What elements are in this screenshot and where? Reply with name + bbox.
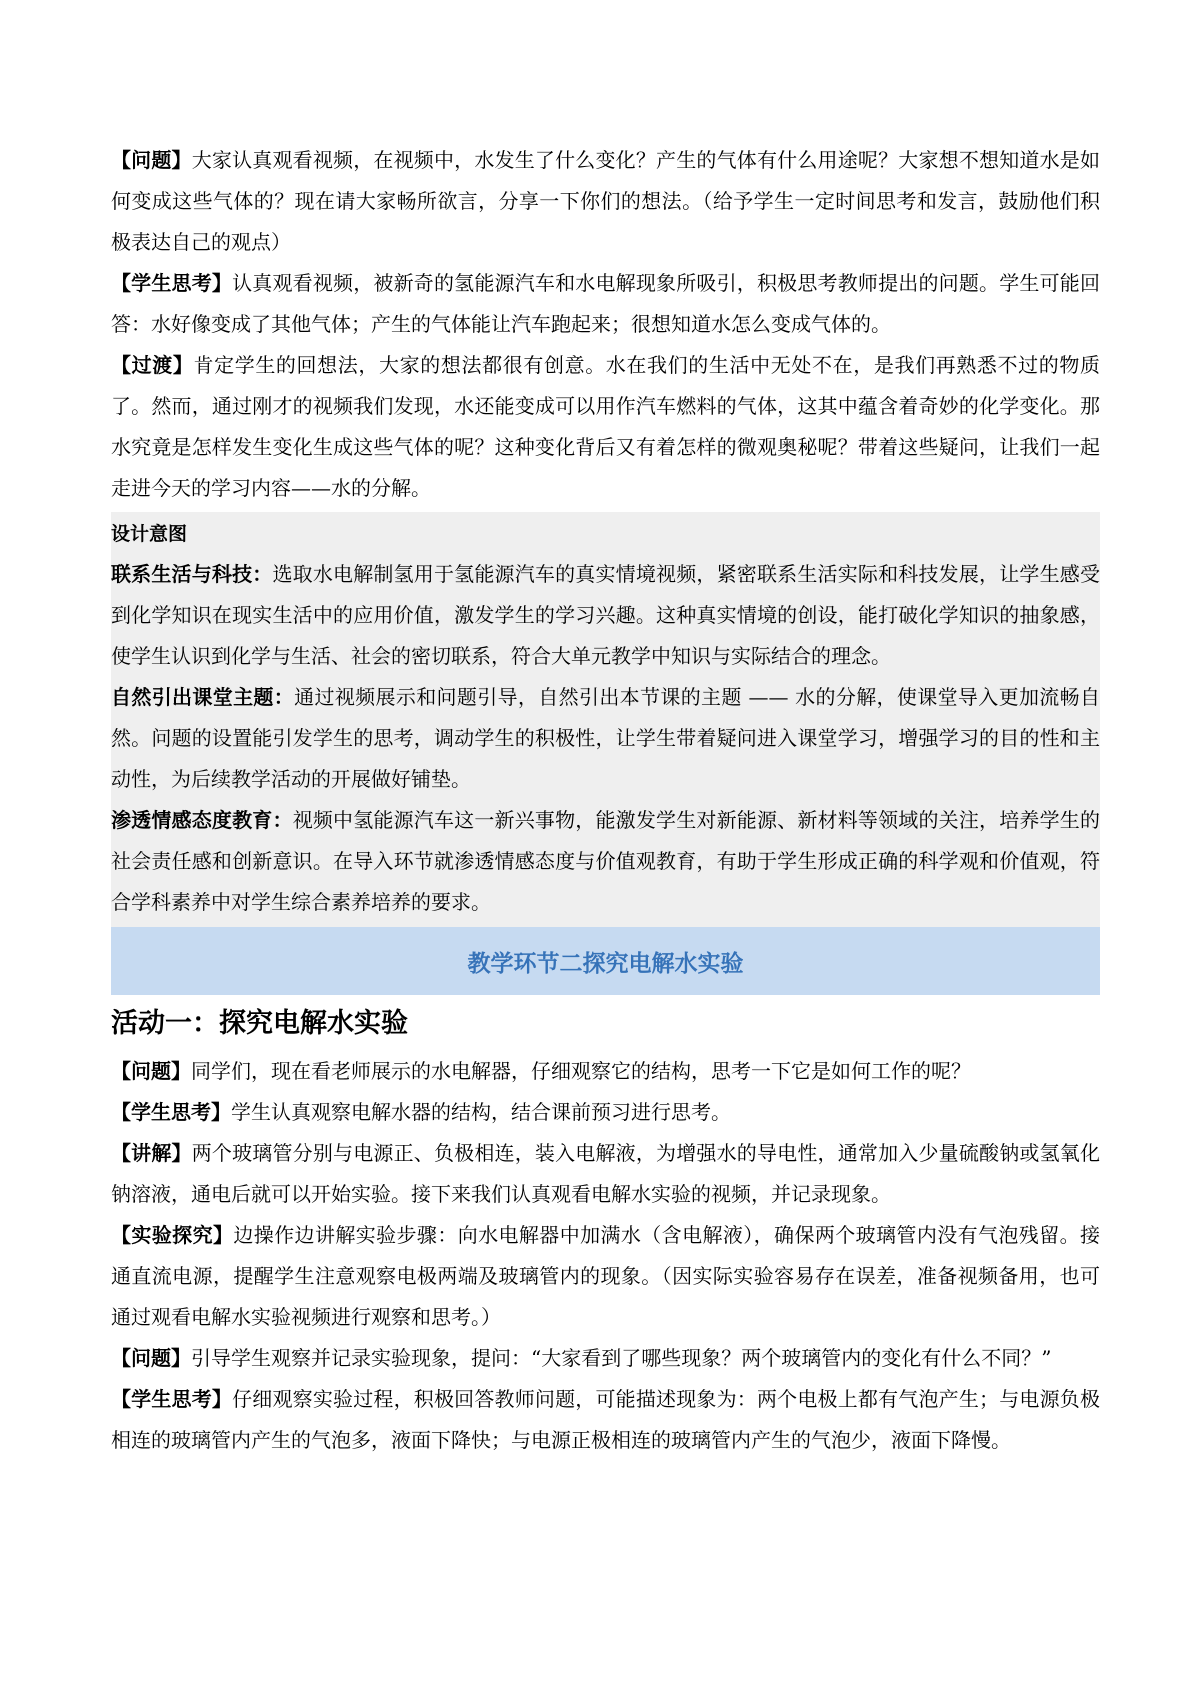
- transition-paragraph: [111, 345, 1100, 509]
- paragraph-tag: 【问题】: [111, 1346, 191, 1370]
- question-paragraph: [111, 1051, 1100, 1092]
- paragraph-tag: 【问题】: [111, 148, 192, 172]
- question-paragraph: [111, 140, 1100, 263]
- design-intent-box: [111, 512, 1100, 927]
- design-item-keyword: 渗透情感态度教育：: [111, 808, 293, 832]
- section-banner-title: 教学环节二探究电解水实验: [467, 950, 744, 977]
- design-item-keyword: 自然引出课堂主题：: [111, 685, 295, 709]
- paragraph-tag: 【学生思考】: [111, 1100, 231, 1124]
- design-item: [111, 677, 1100, 800]
- paragraph-tag: 【过渡】: [111, 353, 194, 377]
- paragraph-tag: 【讲解】: [111, 1141, 192, 1165]
- paragraph-text: 两个玻璃管分别与电源正、负极相连，装入电解液，为增强水的导电性，通常加入少量硫酸钠或氢氧化钠溶液，通电后就可以开始实验。接下来我们认真观看电解水实验的视频，并记录现象。: [111, 1141, 1100, 1206]
- design-item-text: 选取水电解制氢用于氢能源汽车的真实情境视频，紧密联系生活实际和科技发展，让学生感受到化学知识在现实生活中的应用价值，激发学生的学习兴趣。这种真实情境的创设，能打破化学知识的抽象感，使学生认识到化学与生活、社会的密切联系，符合大单元教学中知识与实际结合的理念。: [111, 562, 1100, 668]
- design-intent-title: 设计意图: [111, 523, 188, 545]
- design-item-keyword: 联系生活与科技：: [111, 562, 273, 586]
- page-content: [111, 140, 1100, 1461]
- paragraph-tag: 【学生思考】: [111, 271, 233, 295]
- paragraph-text: 认真观看视频，被新奇的氢能源汽车和水电解现象所吸引，积极思考教师提出的问题。学生可能回答：水好像变成了其他气体；产生的气体能让汽车跑起来；很想知道水怎么变成气体的。: [111, 271, 1100, 336]
- paragraph-tag: 【实验探究】: [111, 1223, 234, 1247]
- design-item: [111, 800, 1100, 923]
- design-item-text: 通过视频展示和问题引导，自然引出本节课的主题 —— 水的分解，使课堂导入更加流畅自然。问题的设置能引发学生的思考，调动学生的积极性，让学生带着疑问进入课堂学习，增强学习的目的性和主动性，为后续教学活动的开展做好铺垫。: [111, 685, 1101, 791]
- paragraph-text: 仔细观察实验过程，积极回答教师问题，可能描述现象为：两个电极上都有气泡产生；与电源负极相连的玻璃管内产生的气泡多，液面下降快；与电源正极相连的玻璃管内产生的气泡少，液面下降慢。: [111, 1387, 1100, 1452]
- student-thinking-paragraph: [111, 1092, 1100, 1133]
- paragraph-text: 肯定学生的回想法，大家的想法都很有创意。水在我们的生活中无处不在，是我们再熟悉不过的物质了。然而，通过刚才的视频我们发现，水还能变成可以用作汽车燃料的气体，这其中蕴含着奇妙的化学变化。那水究竟是怎样发生变化生成这些气体的呢？这种变化背后又有着怎样的微观奥秘呢？带着这些疑问，让我们一起走进今天的学习内容——水的分解。: [111, 353, 1100, 500]
- student-thinking-paragraph: [111, 263, 1100, 345]
- student-thinking-paragraph: [111, 1379, 1100, 1461]
- explanation-paragraph: [111, 1133, 1100, 1215]
- paragraph-text: 学生认真观察电解水器的结构，结合课前预习进行思考。: [231, 1100, 731, 1124]
- paragraph-text: 引导学生观察并记录实验现象，提问：“大家看到了哪些现象？两个玻璃管内的变化有什么不同？”: [191, 1346, 1052, 1370]
- design-item: [111, 554, 1100, 677]
- design-item-text: 视频中氢能源汽车这一新兴事物，能激发学生对新能源、新材料等领域的关注，培养学生的社会责任感和创新意识。在导入环节就渗透情感态度与价值观教育，有助于学生形成正确的科学观和价值观，符合学科素养中对学生综合素养培养的要求。: [111, 808, 1100, 914]
- activity-title: 活动一：探究电解水实验: [111, 1008, 408, 1039]
- question-paragraph: [111, 1338, 1100, 1379]
- paragraph-tag: 【学生思考】: [111, 1387, 233, 1411]
- paragraph-text: 大家认真观看视频，在视频中，水发生了什么变化？产生的气体有什么用途呢？大家想不想知道水是如何变成这些气体的？现在请大家畅所欲言，分享一下你们的想法。（给予学生一定时间思考和发言，鼓励他们积极表达自己的观点）: [111, 148, 1100, 254]
- section-banner: [111, 927, 1100, 995]
- experiment-paragraph: [111, 1215, 1100, 1338]
- paragraph-text: 同学们，现在看老师展示的水电解器，仔细观察它的结构，思考一下它是如何工作的呢？: [191, 1059, 971, 1083]
- paragraph-tag: 【问题】: [111, 1059, 191, 1083]
- paragraph-text: 边操作边讲解实验步骤：向水电解器中加满水（含电解液），确保两个玻璃管内没有气泡残留。接通直流电源，提醒学生注意观察电极两端及玻璃管内的现象。（因实际实验容易存在误差，准备视频备用，也可通过观看电解水实验视频进行观察和思考。）: [111, 1223, 1100, 1329]
